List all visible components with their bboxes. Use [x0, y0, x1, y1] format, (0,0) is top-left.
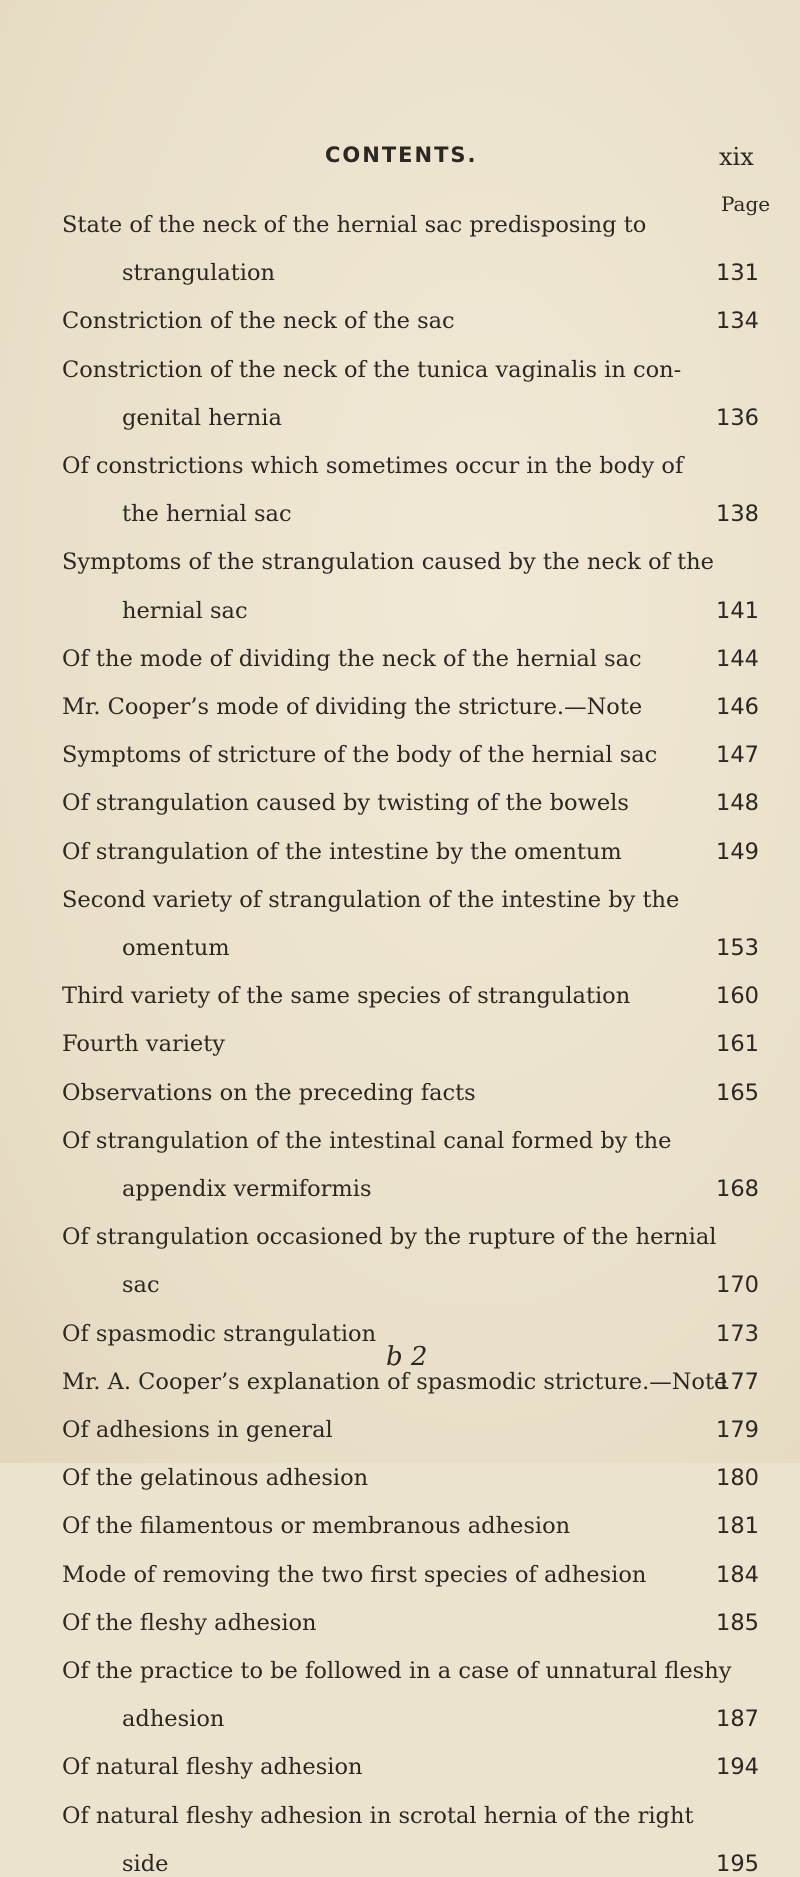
toc-entry-continuation: sac: [122, 1272, 160, 1299]
toc-entry-title: Constriction of the neck of the sac: [62, 308, 455, 335]
toc-entry-continuation: adhesion: [122, 1706, 225, 1733]
header-title: CONTENTS.: [325, 143, 478, 167]
toc-page-number: 187: [716, 1706, 759, 1733]
toc-entry-title: Of strangulation of the intestinal canal formed by the: [62, 1127, 672, 1154]
toc-entry-title: Of strangulation caused by twisting of the bowels: [62, 790, 629, 817]
toc-entry-title: Symptoms of stricture of the body of the hernial sac: [62, 742, 658, 769]
toc-entry-title: Of the practice to be followed in a case of unnatural fleshy: [62, 1658, 732, 1684]
toc-page-number: 165: [716, 1079, 759, 1106]
toc-entry-continuation: the hernial sac: [122, 501, 292, 528]
toc-entry-title: Of the fleshy adhesion: [62, 1609, 317, 1636]
toc-entry-title: Of strangulation occasioned by the rupture of the hernial: [62, 1224, 717, 1251]
toc-entry-title: Of strangulation of the intestine by the omentum: [62, 838, 622, 865]
toc-page-number: 170: [716, 1272, 759, 1299]
toc-entry-title: State of the neck of the hernial sac predisposing to: [62, 212, 647, 238]
toc-page-number: 136: [716, 404, 759, 431]
toc-page-number: 138: [716, 501, 759, 528]
toc-page-number: 153: [716, 935, 759, 961]
toc-entry-continuation: appendix vermiformis: [122, 1176, 372, 1202]
toc-page-number: 144: [716, 645, 759, 672]
toc-page-number: 185: [716, 1609, 759, 1636]
toc-page-number: 181: [716, 1513, 759, 1540]
toc-entry-title: Of natural fleshy adhesion: [62, 1754, 363, 1781]
toc-entry-title: Of spasmodic strangulation: [62, 1320, 377, 1347]
toc-page-number: 168: [716, 1176, 759, 1202]
toc-page-number: 148: [716, 790, 759, 817]
toc-page-number: 134: [716, 308, 759, 335]
toc-entry-title: Fourth variety: [62, 1031, 226, 1058]
toc-entry-title: Symptoms of the strangulation caused by the neck of the: [62, 549, 714, 576]
toc-entry-continuation: omentum: [122, 935, 230, 961]
toc-entry-title: Of the mode of dividing the neck of the hernial sac: [62, 645, 642, 672]
toc-page-number: 161: [716, 1031, 759, 1058]
toc-entry-title: Of natural fleshy adhesion in scrotal hernia of the right: [62, 1802, 694, 1829]
toc-page-number: 195: [716, 1850, 759, 1877]
toc-page-number: 147: [716, 742, 759, 769]
toc-entry-title: Constriction of the neck of the tunica vaginalis in con-: [62, 356, 682, 383]
toc-page-number: 141: [716, 597, 759, 624]
toc-entry-title: Of the filamentous or membranous adhesion: [62, 1513, 571, 1540]
page-numeral: xix: [719, 143, 754, 171]
toc-entry-title: Mode of removing the two first species of adhesion: [62, 1561, 647, 1588]
toc-entry-title: Observations on the preceding facts: [62, 1079, 476, 1106]
toc-page-number: 146: [716, 694, 759, 720]
toc-entry-title: Mr. Cooper’s mode of dividing the stricture.—Note: [62, 694, 643, 720]
toc-page-number: 131: [716, 260, 759, 287]
toc-page-number: 173: [716, 1320, 759, 1347]
toc-entry-title: Third variety of the same species of strangulation: [62, 983, 631, 1010]
toc-page-number: 194: [716, 1754, 759, 1781]
toc-page-number: 179: [716, 1417, 759, 1443]
toc-entry-title: Of constrictions which sometimes occur in the body of: [62, 453, 684, 479]
toc-entry-title: Of adhesions in general: [62, 1417, 333, 1443]
toc-entry-title: Mr. A. Cooper’s explanation of spasmodic stricture.—Note: [62, 1368, 728, 1395]
toc-entry-continuation: side: [122, 1850, 169, 1877]
running-header: [0, 143, 800, 183]
signature-mark: b 2: [386, 1342, 428, 1372]
toc-entry-title: Second variety of strangulation of the intestine by the: [62, 886, 680, 913]
toc-entry-continuation: hernial sac: [122, 597, 248, 624]
toc-page-number: 184: [716, 1561, 759, 1588]
toc-page-number: 149: [716, 838, 759, 865]
page-column-label: Page: [721, 192, 771, 216]
toc-page-number: 160: [716, 983, 759, 1010]
toc-page-number: 180: [716, 1465, 759, 1492]
toc-entry-continuation: strangulation: [122, 260, 276, 287]
toc-entry-title: Of the gelatinous adhesion: [62, 1465, 369, 1492]
toc-entry-continuation: genital hernia: [122, 404, 282, 431]
toc-page-number: 177: [716, 1368, 759, 1395]
